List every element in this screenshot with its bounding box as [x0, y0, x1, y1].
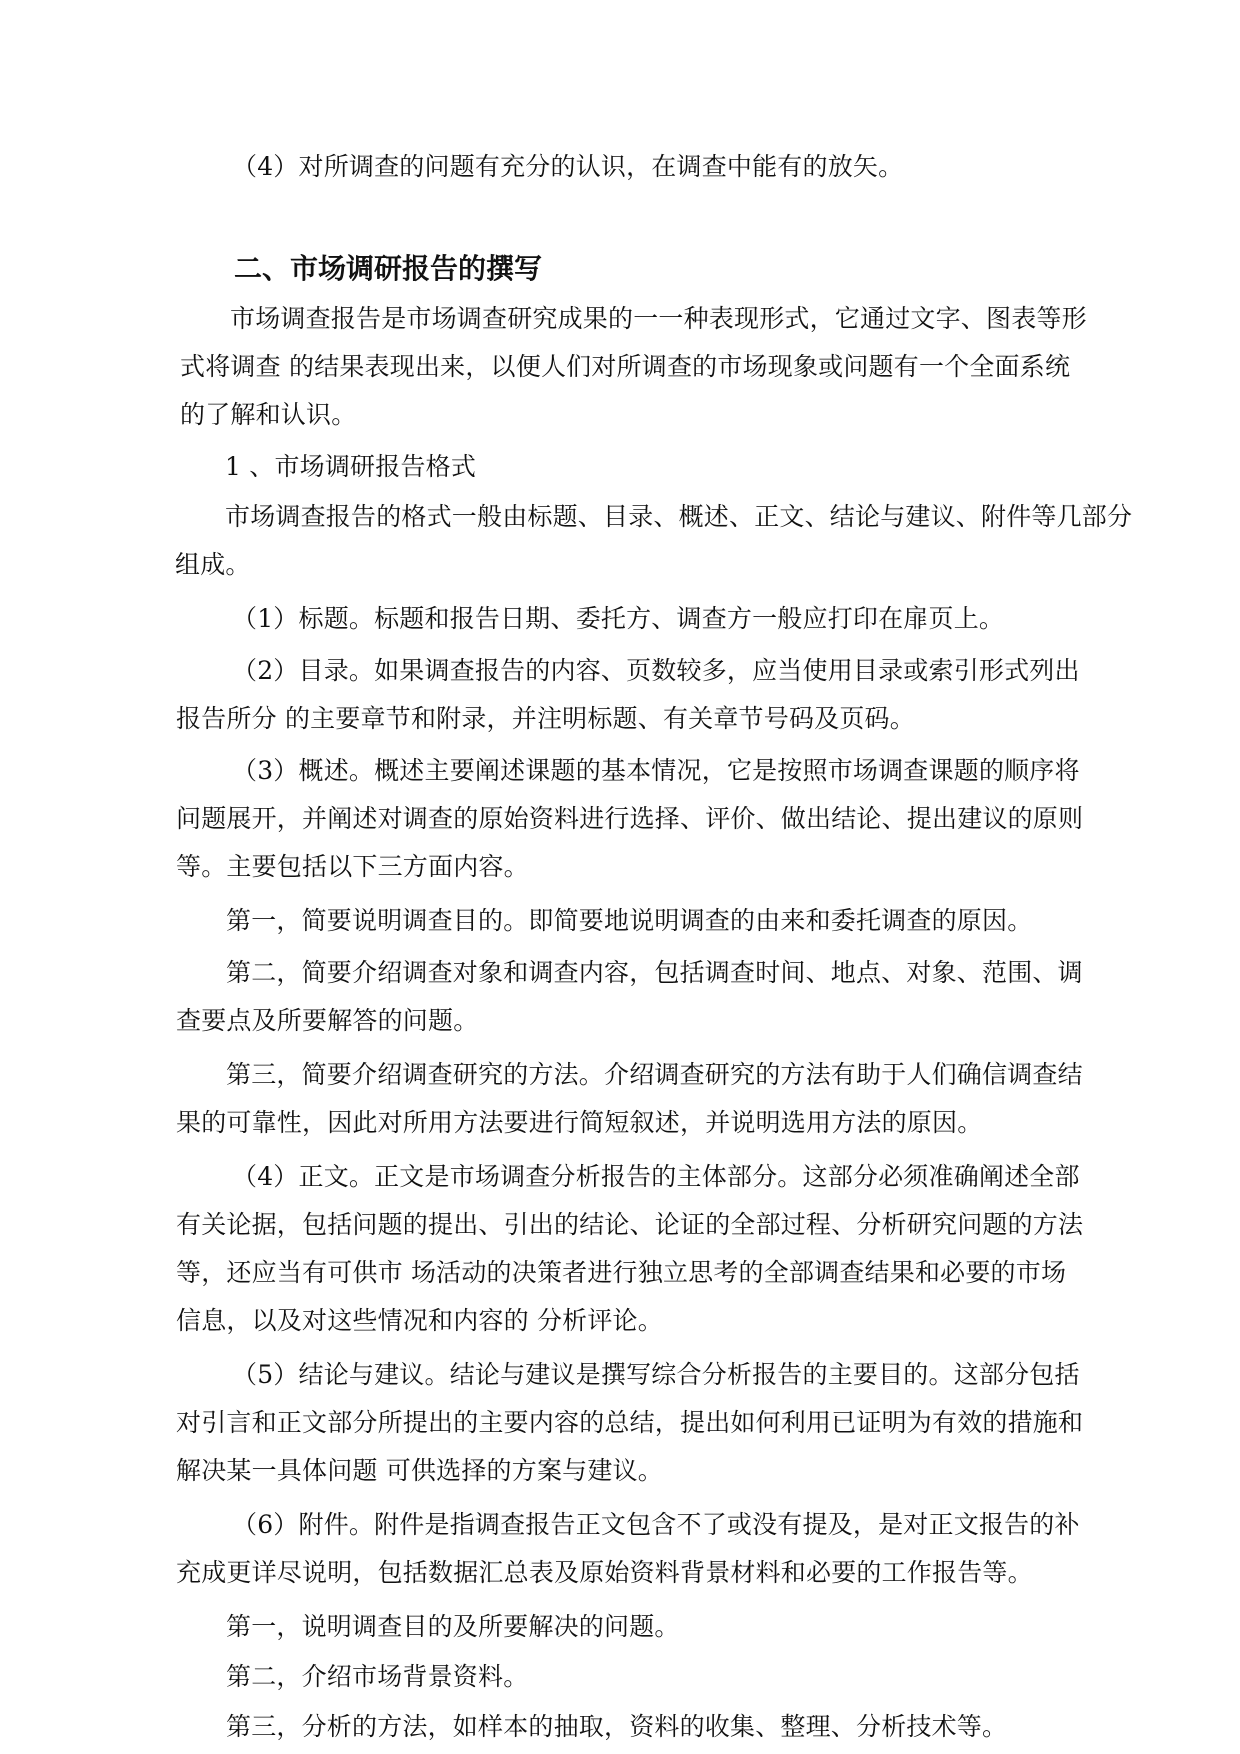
text-line: （5）结论与建议。结论与建议是撰写综合分析报告的主要目的。这部分包括 — [232, 1360, 1080, 1389]
text-line: （4）正文。正文是市场调查分析报告的主体部分。这部分必须准确阐述全部 — [232, 1162, 1080, 1191]
text-line: 充成更详尽说明，包括数据汇总表及原始资料背景材料和必要的工作报告等。 — [176, 1558, 1033, 1587]
text-line: 第三，分析的方法，如样本的抽取，资料的收集、整理、分析技术等。 — [226, 1712, 1008, 1741]
text-line: （4）对所调查的问题有充分的认识，在调查中能有的放矢。 — [232, 152, 904, 181]
text-line: （1）标题。标题和报告日期、委托方、调查方一般应打印在扉页上。 — [232, 604, 1005, 633]
text-line: 等。主要包括以下三方面内容。 — [176, 852, 529, 881]
text-line: 解决某一具体问题 可供选择的方案与建议。 — [176, 1456, 663, 1485]
text-line: 有关论据，包括问题的提出、引出的结论、论证的全部过程、分析研究问题的方法 — [176, 1210, 1084, 1239]
text-line: （6）附件。附件是指调查报告正文包含不了或没有提及，是对正文报告的补 — [232, 1510, 1080, 1539]
text-line: 查要点及所要解答的问题。 — [176, 1006, 479, 1035]
text-line: 对引言和正文部分所提出的主要内容的总结，提出如何利用已证明为有效的措施和 — [176, 1408, 1084, 1437]
text-line: 第一，说明调查目的及所要解决的问题。 — [226, 1612, 680, 1641]
text-line: 果的可靠性，因此对所用方法要进行简短叙述，并说明选用方法的原因。 — [176, 1108, 983, 1137]
text-line: 市场调查报告是市场调查研究成果的一一种表现形式，它通过文字、图表等形 — [230, 304, 1087, 333]
text-line: 第一，简要说明调查目的。即简要地说明调查的由来和委托调查的原因。 — [226, 906, 1033, 935]
text-line: 组成。 — [175, 550, 251, 579]
subheading: 1 、市场调研报告格式 — [225, 452, 477, 481]
text-line: 等，还应当有可供市 场活动的决策者进行独立思考的全部调查结果和必要的市场 — [176, 1258, 1067, 1287]
text-line: 市场调查报告的格式一般由标题、目录、概述、正文、结论与建议、附件等几部分 — [225, 502, 1133, 531]
text-line: （3）概述。概述主要阐述课题的基本情况，它是按照市场调查课题的顺序将 — [232, 756, 1080, 785]
text-line: 第二，简要介绍调查对象和调查内容，包括调查时间、地点、对象、范围、调 — [226, 958, 1083, 987]
text-line: 报告所分 的主要章节和附录，并注明标题、有关章节号码及页码。 — [176, 704, 915, 733]
text-line: 第二，介绍市场背景资料。 — [226, 1662, 529, 1691]
text-line: 的了解和认识。 — [180, 400, 357, 429]
text-line: （2）目录。如果调查报告的内容、页数较多，应当使用目录或索引形式列出 — [232, 656, 1080, 685]
text-line: 第三，简要介绍调查研究的方法。介绍调查研究的方法有助于人们确信调查结 — [226, 1060, 1083, 1089]
text-line: 式将调查 的结果表现出来，以便人们对所调查的市场现象或问题有一个全面系统 — [180, 352, 1071, 381]
section-heading: 二、市场调研报告的撰写 — [234, 252, 543, 285]
text-line: 问题展开，并阐述对调查的原始资料进行选择、评价、做出结论、提出建议的原则 — [176, 804, 1084, 833]
text-line: 信息，以及对这些情况和内容的 分析评论。 — [176, 1306, 663, 1335]
